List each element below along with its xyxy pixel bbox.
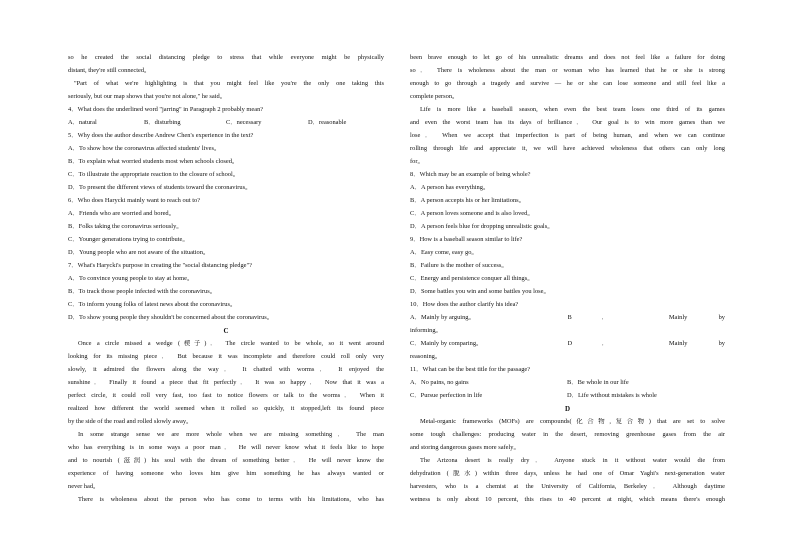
option-6a: A．Friends who are worried and bored。 bbox=[68, 210, 176, 217]
option-7c: C．To inform young folks of latest news about the coronavirus。 bbox=[68, 301, 237, 308]
text-line: seriously, but our map shows that you're not alone," he said。 bbox=[68, 93, 227, 100]
option-8a: A．A person has everything。 bbox=[410, 184, 490, 191]
option-7a: A．To convince young people to stay at home。 bbox=[68, 275, 194, 282]
option-8c: C．A person loves someone and is also loved。 bbox=[410, 210, 534, 217]
option-10b: B． Mainly by bbox=[567, 314, 725, 321]
option-4a: A．natural bbox=[68, 119, 97, 126]
option-7b: B．To track those people infected with the coronavirus。 bbox=[68, 288, 217, 295]
question-7: 7．What's Harycki's purpose in creating the "social distancing pledge"? bbox=[68, 262, 252, 269]
section-heading-c: C bbox=[223, 327, 229, 335]
question-11: 11．What can be the best title for the passage? bbox=[410, 366, 531, 373]
text-line: and even the worst team has its days of brilliance． Our goal is to win more games than we bbox=[410, 119, 725, 126]
option-11a: A．No pains, no gains bbox=[410, 379, 469, 386]
text-line: harvesters, who is a chemist at the University of California, Berkeley． Although daytime bbox=[410, 483, 725, 490]
option-5d: D．To present the different views of students toward the coronavirus。 bbox=[68, 184, 252, 191]
option-8d: D．A person feels blue for dropping unrealistic goals。 bbox=[410, 223, 554, 230]
text-line: so he created the social distancing pledge to stress that while everyone might be physically bbox=[68, 54, 384, 61]
question-9: 9．How is a baseball season similar to life? bbox=[410, 236, 523, 243]
option-8b: B．A person accepts his or her limitations。 bbox=[410, 197, 526, 204]
question-5: 5．Why does the author describe Andrew Chen's experience in the text? bbox=[68, 132, 254, 139]
text-line: rolling through life and appreciate it, we will have achieved wholeness that others can only long bbox=[410, 145, 725, 152]
option-7d: D．To show young people they shouldn't be concerned about the coronavirus。 bbox=[68, 314, 274, 321]
text-line: There is wholeness about the person who has come to terms with his limitations, who has bbox=[78, 496, 384, 503]
option-4d: D．reasonable bbox=[308, 119, 347, 126]
text-line: slowly, it admired the flowers along the way． It chatted with worms． It enjoyed the bbox=[68, 366, 384, 373]
text-line: never had。 bbox=[68, 483, 100, 490]
option-11d: D．Life without mistakes is whole bbox=[567, 392, 657, 399]
text-line: distant, they're still connected。 bbox=[68, 67, 151, 74]
text-line: The Arizona desert is really dry． Anyone stuck in it without water would die from bbox=[420, 457, 725, 464]
text-line: lose． When we accept that imperfection is part of being human, and when we can continue bbox=[410, 132, 725, 139]
option-11b: B．Be whole in our life bbox=[567, 379, 629, 386]
section-heading-d: D bbox=[564, 405, 571, 413]
text-line: "Part of what we're highlighting is that you might feel like you're the only one taking this bbox=[74, 80, 384, 87]
text-line: complete person。 bbox=[410, 93, 459, 100]
text-line: been brave enough to let go of his unrealistic dreams and does not feel like a failure for doing bbox=[410, 54, 725, 61]
text-line: Once a circle missed a wedge (楔子)． The circle wanted to be whole, so it went around bbox=[78, 340, 384, 347]
option-10c: C．Mainly by comparing。 bbox=[410, 340, 483, 347]
option-9d: D．Some battles you win and some battles you lose。 bbox=[410, 288, 550, 295]
text-line: Metal-organic frameworks (MOFs) are compounds(化合物,复合物) that are set to solve bbox=[420, 418, 725, 425]
text-line: sunshine． Finally it found a piece that fit perfectly． It was so happy． Now that it was a bbox=[68, 379, 384, 386]
text-line: looking for its missing piece． But because it was incomplete and therefore could roll only very bbox=[68, 353, 384, 360]
option-4b: B．disturbing bbox=[144, 119, 181, 126]
text-line: dehydration (脱水) within three days, unless he had one of Omar Yaghi's next-generation water bbox=[410, 470, 725, 477]
option-9c: C．Energy and persistence conquer all things。 bbox=[410, 275, 534, 282]
text-line: In some strange sense we are more whole when we are missing something． The man bbox=[78, 431, 384, 438]
option-5a: A．To show how the coronavirus affected students' lives。 bbox=[68, 145, 221, 152]
question-8: 8．Which may be an example of being whole? bbox=[410, 171, 531, 178]
option-9a: A．Easy come, easy go。 bbox=[410, 249, 478, 256]
text-line: and storing dangerous gases more safely。 bbox=[410, 444, 520, 451]
text-line: enough to go through a tragedy and survive — he or she can lose someone and still feel like a bbox=[410, 80, 725, 87]
text-line: wetness is only about 10 percent, this rises to 40 percent at night, which means there's enough bbox=[410, 496, 725, 503]
text-line: some tough challenges: producing water in the desert, removing greenhouse gases from the air bbox=[410, 431, 725, 438]
option-6d: D．Young people who are not aware of the situation。 bbox=[68, 249, 210, 256]
question-6: 6．Who does Harycki mainly want to reach out to? bbox=[68, 197, 201, 204]
option-4c: C．necessary bbox=[226, 119, 262, 126]
text-line: perfect circle, it could roll very fast, too fast to notice flowers or talk to the worms． When it bbox=[68, 392, 384, 399]
option-9b: B．Failure is the mother of success。 bbox=[410, 262, 508, 269]
question-4: 4．What does the underlined word "jarring" in Paragraph 2 probably mean? bbox=[68, 106, 264, 113]
option-6c: C．Younger generations trying to contribute。 bbox=[68, 236, 189, 243]
option-10d: D． Mainly by bbox=[567, 340, 725, 347]
text-line: realized how different the world seemed when it rolled so quickly, it stopped,left its found piece bbox=[68, 405, 384, 412]
text-line: by the side of the road and rolled slowly away。 bbox=[68, 418, 193, 425]
option-10a: A．Mainly by arguing。 bbox=[410, 314, 475, 321]
option-11c: C．Pursue perfection in life bbox=[410, 392, 483, 399]
option-6b: B．Folks taking the coronavirus seriously。 bbox=[68, 223, 183, 230]
option-10b-cont: informing。 bbox=[410, 327, 442, 334]
question-10: 10．How does the author clarify his idea? bbox=[410, 301, 519, 308]
text-line: experience of having someone who loves him give him something he has always wanted or bbox=[68, 470, 384, 477]
text-line: so． There is wholeness about the man or woman who has learned that he or she is strong bbox=[410, 67, 725, 74]
option-5b: B．To explain what worried students most when schools closed。 bbox=[68, 158, 239, 165]
text-line: Life is more like a baseball season, when even the best team loses one third of its games bbox=[420, 106, 725, 113]
text-line: for。 bbox=[410, 158, 424, 165]
option-5c: C．To illustrate the appropriate reaction to the closure of school。 bbox=[68, 171, 240, 178]
text-line: and to nourish (滋润) his soul with the dream of something better． He will never know the bbox=[68, 457, 384, 464]
option-10d-cont: reasoning。 bbox=[410, 353, 442, 360]
text-line: who has everything is in some ways a poor man． He will never know what it feels like to hope bbox=[68, 444, 384, 451]
